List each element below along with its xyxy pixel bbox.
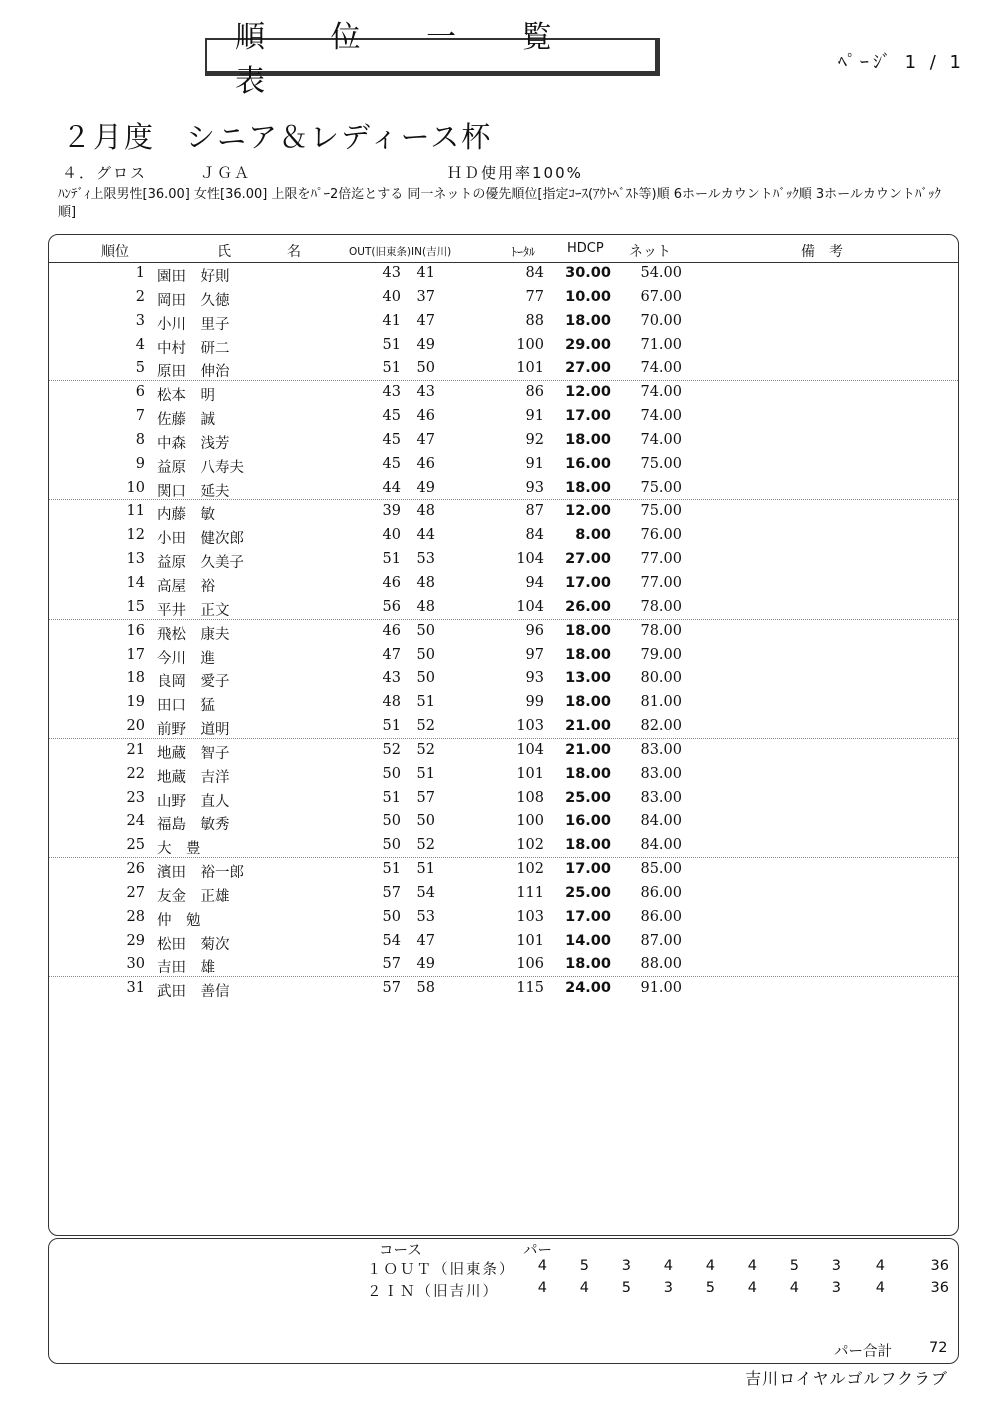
cell-rank: 27 [126, 884, 145, 901]
header-remarks: 備 考 [801, 244, 843, 260]
cell-rank: 20 [126, 718, 145, 735]
table-row [49, 500, 958, 524]
cell-rank: 22 [126, 765, 145, 782]
cell-in: 47 [416, 312, 435, 329]
cell-in: 43 [416, 384, 435, 401]
cell-total: 100 [516, 813, 544, 830]
table-row [49, 334, 958, 358]
cell-hdcp: 25.00 [565, 884, 611, 901]
header-name-b: 名 [287, 244, 301, 260]
cell-rank: 31 [126, 980, 145, 997]
hole-par: 5 [789, 1258, 799, 1274]
cell-hdcp: 16.00 [565, 813, 611, 830]
table-row [49, 667, 958, 691]
header-name-a: 氏 [217, 244, 231, 260]
cell-net: 88.00 [640, 956, 682, 973]
rule-body-label: ＪＧＡ [200, 164, 252, 182]
cell-name: 岡田 久徳 [157, 292, 230, 309]
par-total-label: パー合計 [834, 1344, 892, 1360]
cell-net: 54.00 [640, 265, 682, 281]
cell-rank: 7 [135, 408, 145, 425]
par-label: パー [523, 1243, 552, 1259]
cell-hdcp: 18.00 [565, 646, 611, 663]
cell-in: 53 [416, 551, 435, 568]
table-row [49, 691, 958, 715]
cell-rank: 30 [126, 956, 145, 973]
format-label: ４．グロス [62, 164, 148, 182]
cell-total: 88 [525, 312, 544, 329]
cell-name: 田口 猛 [157, 698, 215, 715]
cell-name: 仲 勉 [157, 912, 201, 929]
cell-hdcp: 17.00 [565, 408, 611, 425]
header-total: ﾄｰﾀﾙ [511, 245, 536, 259]
cell-name: 小田 健次郎 [157, 531, 244, 548]
course-par-table [48, 1238, 959, 1364]
cell-out: 50 [382, 837, 401, 854]
table-row [49, 262, 958, 286]
hole-par: 3 [831, 1258, 841, 1274]
table-row [49, 977, 958, 1001]
cell-name: 関口 延夫 [157, 483, 230, 500]
cell-in: 57 [416, 789, 435, 806]
cell-net: 71.00 [640, 336, 682, 353]
cell-hdcp: 18.00 [565, 694, 611, 711]
cell-in: 49 [416, 956, 435, 973]
cell-total: 84 [525, 527, 544, 544]
hole-par: 4 [579, 1280, 589, 1296]
cell-in: 51 [416, 765, 435, 782]
cell-out: 43 [382, 670, 401, 687]
cell-out: 51 [382, 360, 401, 377]
club-name: 吉川ロイヤルゴルフクラブ [745, 1369, 948, 1388]
cell-net: 83.00 [640, 789, 682, 806]
cell-rank: 12 [126, 527, 145, 544]
cell-rank: 19 [126, 694, 145, 711]
cell-in: 51 [416, 861, 435, 878]
hole-par: 4 [705, 1258, 715, 1274]
table-row [49, 524, 958, 548]
table-row [49, 572, 958, 596]
course-name: ２ＩＮ（旧吉川） [367, 1284, 499, 1300]
cell-name: 中村 研二 [157, 340, 230, 357]
cell-hdcp: 17.00 [565, 574, 611, 591]
table-row [49, 286, 958, 310]
cell-net: 85.00 [640, 861, 682, 878]
hole-par: 3 [831, 1280, 841, 1296]
hole-par: 3 [663, 1280, 673, 1296]
cell-net: 83.00 [640, 765, 682, 782]
table-row [49, 405, 958, 429]
cell-rank: 5 [135, 360, 145, 377]
header-out-in: OUT(旧東条)IN(吉川) [349, 246, 452, 258]
cell-rank: 8 [135, 431, 145, 448]
cell-total: 108 [516, 789, 544, 806]
cell-out: 45 [382, 455, 401, 472]
table-row [49, 930, 958, 954]
cell-rank: 23 [126, 789, 145, 806]
cell-hdcp: 17.00 [565, 861, 611, 878]
cell-name: 今川 進 [157, 650, 215, 667]
cell-rank: 18 [126, 670, 145, 687]
header-hdcp: HDCP [567, 241, 604, 256]
results-table [48, 234, 959, 1236]
cell-name: 福島 敏秀 [157, 817, 230, 834]
hole-par: 4 [663, 1258, 673, 1274]
cell-hdcp: 17.00 [565, 908, 611, 925]
cell-total: 91 [525, 408, 544, 425]
cell-net: 70.00 [640, 312, 682, 329]
cell-name: 武田 善信 [157, 984, 230, 1001]
cell-in: 52 [416, 741, 435, 758]
par-row [49, 1258, 958, 1280]
cell-rank: 11 [126, 503, 145, 520]
cell-in: 53 [416, 908, 435, 925]
cell-name: 良岡 愛子 [157, 674, 230, 691]
cell-name: 地蔵 智子 [157, 745, 230, 762]
cell-net: 74.00 [640, 408, 682, 425]
cell-rank: 9 [135, 455, 145, 472]
cell-hdcp: 18.00 [565, 431, 611, 448]
cell-out: 51 [382, 789, 401, 806]
cell-name: 松田 菊次 [157, 936, 230, 953]
cell-total: 104 [516, 551, 544, 568]
cell-net: 82.00 [640, 718, 682, 735]
cell-name: 地蔵 吉洋 [157, 769, 230, 786]
cell-out: 51 [382, 551, 401, 568]
event-title: ２月度 シニア＆レディース杯 [62, 120, 493, 154]
cell-out: 51 [382, 336, 401, 353]
cell-name: 友金 正雄 [157, 888, 230, 905]
cell-rank: 3 [135, 312, 145, 329]
cell-in: 50 [416, 622, 435, 639]
cell-total: 99 [525, 694, 544, 711]
hole-par: 4 [789, 1280, 799, 1296]
cell-net: 67.00 [640, 288, 682, 305]
cell-net: 75.00 [640, 479, 682, 496]
page-title: 順 位 一 覧 表 [205, 38, 660, 76]
table-row [49, 596, 958, 620]
cell-name: 吉田 雄 [157, 960, 215, 977]
table-row [49, 906, 958, 930]
cell-hdcp: 12.00 [565, 503, 611, 520]
cell-name: 大 豊 [157, 841, 201, 858]
cell-out: 52 [382, 741, 401, 758]
cell-out: 43 [382, 384, 401, 401]
table-row [49, 810, 958, 834]
course-par-total: 36 [930, 1280, 949, 1296]
cell-name: 平井 正文 [157, 602, 230, 619]
cell-total: 106 [516, 956, 544, 973]
cell-total: 103 [516, 908, 544, 925]
cell-rank: 6 [135, 384, 145, 401]
cell-name: 松本 明 [157, 388, 215, 405]
cell-rank: 15 [126, 598, 145, 615]
hole-par: 3 [621, 1258, 631, 1274]
header-rank: 順位 [101, 244, 129, 260]
hole-par: 4 [875, 1258, 885, 1274]
cell-in: 47 [416, 932, 435, 949]
cell-total: 93 [525, 670, 544, 687]
cell-net: 77.00 [640, 574, 682, 591]
cell-name: 前野 道明 [157, 722, 230, 739]
cell-out: 50 [382, 908, 401, 925]
cell-rank: 29 [126, 932, 145, 949]
cell-in: 50 [416, 813, 435, 830]
cell-out: 46 [382, 574, 401, 591]
cell-net: 79.00 [640, 646, 682, 663]
table-row [49, 882, 958, 906]
cell-hdcp: 29.00 [565, 336, 611, 353]
cell-hdcp: 21.00 [565, 718, 611, 735]
cell-total: 102 [516, 861, 544, 878]
table-row [49, 787, 958, 811]
cell-total: 92 [525, 431, 544, 448]
hole-par: 4 [537, 1258, 547, 1274]
cell-total: 101 [516, 932, 544, 949]
cell-hdcp: 12.00 [565, 384, 611, 401]
cell-name: 山野 直人 [157, 793, 230, 810]
cell-in: 48 [416, 503, 435, 520]
cell-total: 96 [525, 622, 544, 639]
table-row [49, 715, 958, 739]
table-row [49, 644, 958, 668]
cell-rank: 4 [135, 336, 145, 353]
cell-hdcp: 18.00 [565, 479, 611, 496]
cell-total: 115 [516, 980, 544, 997]
cell-net: 74.00 [640, 360, 682, 377]
course-label: コース [379, 1243, 422, 1259]
cell-out: 44 [382, 479, 401, 496]
cell-hdcp: 21.00 [565, 741, 611, 758]
cell-in: 46 [416, 408, 435, 425]
cell-net: 75.00 [640, 455, 682, 472]
course-name: １ＯＵＴ（旧東条） [367, 1262, 516, 1278]
table-row [49, 381, 958, 405]
cell-total: 100 [516, 336, 544, 353]
hole-par: 5 [579, 1258, 589, 1274]
hole-par: 5 [705, 1280, 715, 1296]
cell-hdcp: 18.00 [565, 765, 611, 782]
cell-in: 50 [416, 646, 435, 663]
cell-net: 87.00 [640, 932, 682, 949]
par-row [49, 1280, 958, 1302]
cell-rank: 16 [126, 622, 145, 639]
cell-hdcp: 13.00 [565, 670, 611, 687]
results-rows [49, 262, 958, 1001]
cell-out: 43 [382, 265, 401, 281]
cell-name: 中森 浅芳 [157, 435, 230, 452]
cell-rank: 1 [135, 265, 145, 281]
cell-net: 75.00 [640, 503, 682, 520]
cell-total: 84 [525, 265, 544, 281]
cell-total: 94 [525, 574, 544, 591]
cell-total: 111 [516, 884, 544, 901]
cell-net: 84.00 [640, 813, 682, 830]
cell-in: 48 [416, 574, 435, 591]
hole-par: 4 [747, 1258, 757, 1274]
cell-name: 内藤 敏 [157, 507, 215, 524]
cell-hdcp: 18.00 [565, 622, 611, 639]
cell-net: 80.00 [640, 670, 682, 687]
cell-out: 45 [382, 431, 401, 448]
table-row [49, 620, 958, 644]
cell-hdcp: 25.00 [565, 789, 611, 806]
cell-in: 51 [416, 694, 435, 711]
cell-rank: 2 [135, 288, 145, 305]
cell-name: 佐藤 誠 [157, 412, 215, 429]
cell-total: 104 [516, 598, 544, 615]
cell-hdcp: 18.00 [565, 956, 611, 973]
cell-total: 87 [525, 503, 544, 520]
cell-rank: 28 [126, 908, 145, 925]
cell-net: 74.00 [640, 431, 682, 448]
table-row [49, 739, 958, 763]
cell-total: 102 [516, 837, 544, 854]
cell-rank: 24 [126, 813, 145, 830]
cell-total: 86 [525, 384, 544, 401]
page-number: ﾍﾟｰｼﾞ 1 / 1 [837, 52, 965, 73]
table-header [49, 235, 958, 263]
cell-net: 91.00 [640, 980, 682, 997]
cell-name: 益原 八寿夫 [157, 459, 244, 476]
cell-in: 46 [416, 455, 435, 472]
cell-total: 77 [525, 288, 544, 305]
cell-rank: 26 [126, 861, 145, 878]
table-row [49, 357, 958, 381]
cell-out: 47 [382, 646, 401, 663]
cell-out: 40 [382, 288, 401, 305]
table-row [49, 453, 958, 477]
cell-total: 93 [525, 479, 544, 496]
cell-in: 49 [416, 336, 435, 353]
cell-total: 104 [516, 741, 544, 758]
cell-hdcp: 16.00 [565, 455, 611, 472]
cell-total: 97 [525, 646, 544, 663]
cell-hdcp: 10.00 [565, 288, 611, 305]
cell-out: 45 [382, 408, 401, 425]
cell-hdcp: 27.00 [565, 360, 611, 377]
cell-hdcp: 18.00 [565, 312, 611, 329]
par-total-value: 72 [929, 1340, 948, 1356]
cell-net: 84.00 [640, 837, 682, 854]
cell-net: 86.00 [640, 884, 682, 901]
handicap-rules: ﾊﾝﾃﾞｨ上限男性[36.00] 女性[36.00] 上限をﾊﾟｰ2倍迄とする 同一ネットの優先順位[指定ｺｰｽ(ｱｳﾄﾍﾞｽﾄ等)順 6ホールカウントﾊﾞｯｸ順 3ホールカウントﾊﾞｯｸ順] [58, 187, 941, 220]
table-row [49, 953, 958, 977]
cell-in: 58 [416, 980, 435, 997]
cell-net: 83.00 [640, 741, 682, 758]
cell-in: 48 [416, 598, 435, 615]
cell-out: 46 [382, 622, 401, 639]
table-row [49, 429, 958, 453]
cell-in: 37 [416, 288, 435, 305]
cell-in: 41 [416, 265, 435, 281]
cell-out: 40 [382, 527, 401, 544]
course-par-total: 36 [930, 1258, 949, 1274]
cell-in: 44 [416, 527, 435, 544]
hd-rate-label: ＨＤ使用率100% [447, 164, 583, 182]
cell-hdcp: 30.00 [565, 265, 611, 281]
cell-hdcp: 8.00 [575, 527, 611, 544]
cell-in: 54 [416, 884, 435, 901]
cell-name: 飛松 康夫 [157, 626, 230, 643]
cell-rank: 21 [126, 741, 145, 758]
cell-out: 56 [382, 598, 401, 615]
cell-total: 101 [516, 765, 544, 782]
cell-net: 77.00 [640, 551, 682, 568]
cell-out: 39 [382, 503, 401, 520]
cell-name: 益原 久美子 [157, 555, 244, 572]
hole-par: 4 [875, 1280, 885, 1296]
cell-hdcp: 24.00 [565, 980, 611, 997]
cell-out: 57 [382, 956, 401, 973]
cell-rank: 10 [126, 479, 145, 496]
cell-in: 47 [416, 431, 435, 448]
cell-hdcp: 18.00 [565, 837, 611, 854]
cell-in: 49 [416, 479, 435, 496]
cell-rank: 13 [126, 551, 145, 568]
header-net: ネット [629, 244, 671, 260]
cell-total: 101 [516, 360, 544, 377]
cell-net: 78.00 [640, 598, 682, 615]
table-row [49, 477, 958, 501]
cell-hdcp: 27.00 [565, 551, 611, 568]
cell-out: 48 [382, 694, 401, 711]
cell-in: 52 [416, 837, 435, 854]
cell-out: 41 [382, 312, 401, 329]
cell-rank: 14 [126, 574, 145, 591]
cell-out: 57 [382, 980, 401, 997]
cell-out: 54 [382, 932, 401, 949]
cell-out: 51 [382, 718, 401, 735]
cell-net: 81.00 [640, 694, 682, 711]
cell-out: 51 [382, 861, 401, 878]
hole-par: 4 [537, 1280, 547, 1296]
cell-net: 76.00 [640, 527, 682, 544]
hole-par: 5 [621, 1280, 631, 1296]
cell-total: 91 [525, 455, 544, 472]
cell-hdcp: 26.00 [565, 598, 611, 615]
cell-name: 原田 伸治 [157, 364, 230, 381]
cell-rank: 25 [126, 837, 145, 854]
cell-net: 78.00 [640, 622, 682, 639]
cell-name: 濱田 裕一郎 [157, 865, 244, 882]
cell-out: 50 [382, 765, 401, 782]
table-row [49, 834, 958, 858]
table-row [49, 548, 958, 572]
cell-name: 園田 好則 [157, 269, 230, 285]
cell-hdcp: 14.00 [565, 932, 611, 949]
cell-in: 52 [416, 718, 435, 735]
cell-name: 高屋 裕 [157, 578, 215, 595]
cell-total: 103 [516, 718, 544, 735]
cell-rank: 17 [126, 646, 145, 663]
cell-out: 57 [382, 884, 401, 901]
cell-name: 小川 里子 [157, 316, 230, 333]
cell-net: 86.00 [640, 908, 682, 925]
cell-out: 50 [382, 813, 401, 830]
cell-in: 50 [416, 670, 435, 687]
table-row [49, 858, 958, 882]
hole-par: 4 [747, 1280, 757, 1296]
table-row [49, 763, 958, 787]
table-row [49, 310, 958, 334]
cell-net: 74.00 [640, 384, 682, 401]
cell-in: 50 [416, 360, 435, 377]
